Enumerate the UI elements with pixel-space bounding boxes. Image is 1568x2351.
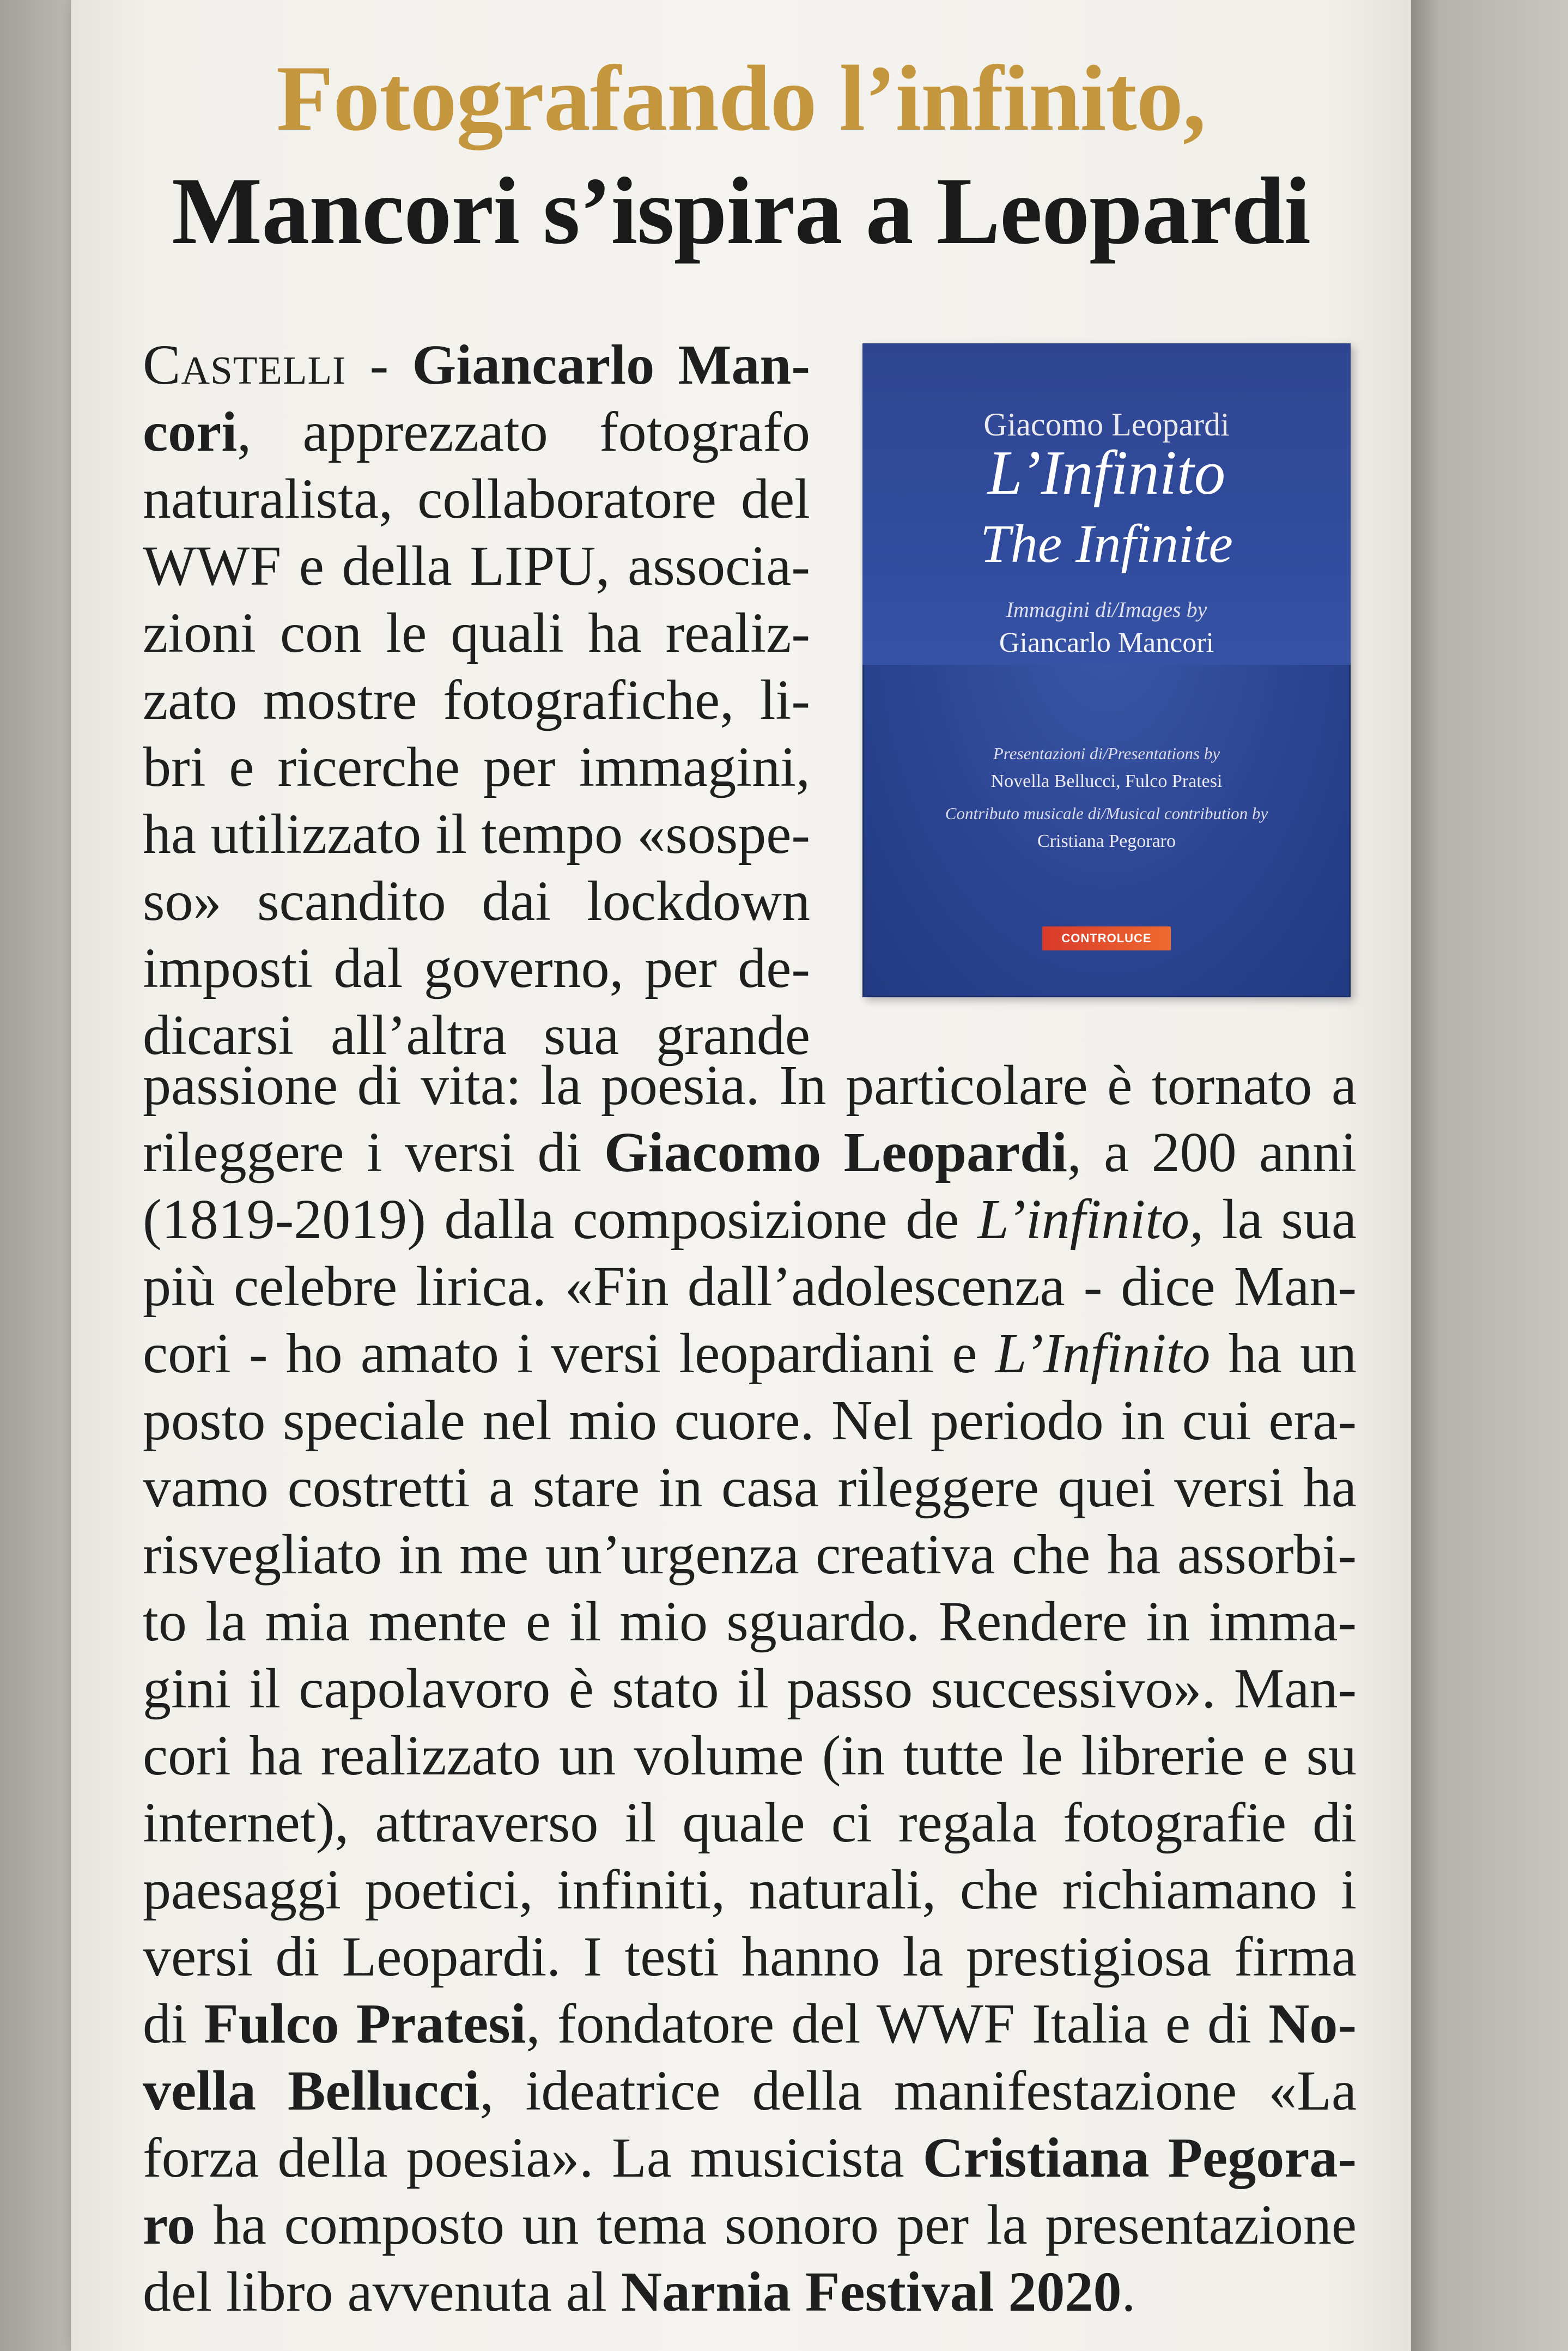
background-surface-left	[0, 0, 71, 2351]
dateline-place: Castelli	[143, 334, 347, 396]
text-line: versi di Leopardi. I testi hanno la prestigiosa firma	[143, 1925, 1357, 1988]
text-line: zato mostre fotografiche, li-	[143, 669, 810, 731]
text-line: cori, apprezzato fotografo	[143, 401, 810, 463]
subject-name: Giancarlo Man-	[412, 334, 810, 396]
article-text-narrow	[143, 331, 810, 1069]
text-line: zioni con le quali ha realiz-	[143, 602, 810, 664]
text-line: imposti dal governo, per de-	[143, 937, 810, 999]
cover-presentations-label: Presentazioni di/Presentations by	[993, 744, 1220, 763]
cover-musician: Cristiana Pegoraro	[1037, 831, 1176, 851]
text-line: (1819-2019) dalla composizione de L’infinito, la sua	[143, 1188, 1357, 1251]
text-line: del libro avvenuta al Narnia Festival 2020.	[143, 2261, 1136, 2323]
text-line: dicarsi all’altra sua grande	[143, 1004, 810, 1067]
publisher-logo	[1042, 926, 1171, 950]
headline-kicker: Fotografando l’infinito,	[276, 47, 1206, 150]
text-line: so» scandito dai lockdown	[143, 870, 810, 932]
text-line: ro ha composto un tema sonoro per la presentazione	[143, 2194, 1357, 2256]
cover-photographer: Giancarlo Mancori	[999, 627, 1214, 658]
text-line: forza della poesia». La musicista Cristiana Pegora-	[143, 2126, 1357, 2189]
cover-music-label: Contributo musicale di/Musical contribution by	[945, 804, 1268, 823]
cover-title: L’Infinito	[987, 438, 1226, 507]
cover-author: Giacomo Leopardi	[983, 407, 1230, 443]
text-line: passione di vita: la poesia. In particolare è tornato a	[143, 1054, 1357, 1117]
text-line: Castelli - Giancarlo Man-	[143, 334, 810, 396]
text-line: to la mia mente e il mio sguardo. Rendere in imma-	[143, 1590, 1357, 1653]
text-line: internet), attraverso il quale ci regala fotografie di	[143, 1791, 1357, 1854]
headline-title: Mancori s’ispira a Leopardi	[172, 158, 1310, 264]
text-line: bri e ricerche per immagini,	[143, 736, 810, 798]
text-line: cori ha realizzato un volume (in tutte le librerie e su	[143, 1724, 1357, 1787]
text-line: più celebre lirica. «Fin dall’adolescenza - dice Man-	[143, 1255, 1357, 1318]
publisher-logo-text: CONTROLUCE	[1061, 931, 1152, 945]
text-line: ha utilizzato il tempo «sospe-	[143, 803, 810, 865]
cover-images-by-label: Immagini di/Images by	[1006, 597, 1207, 622]
text-line: posto speciale nel mio cuore. Nel periodo in cui era-	[143, 1389, 1357, 1452]
text-line: vamo costretti a stare in casa rileggere quei versi ha	[143, 1456, 1357, 1519]
cover-presenters: Novella Bellucci, Fulco Pratesi	[990, 771, 1223, 791]
article-text-wide	[143, 1052, 1357, 2325]
text-line: di Fulco Pratesi, fondatore del WWF Italia e di No-	[143, 1992, 1357, 2055]
text-line: paesaggi poetici, infiniti, naturali, che richiamano i	[143, 1858, 1357, 1921]
book-cover-image	[862, 343, 1351, 997]
background-surface-right	[1411, 0, 1568, 2351]
text-line: rileggere i versi di Giacomo Leopardi, a 200 anni	[143, 1121, 1357, 1184]
text-line: gini il capolavoro è stato il passo successivo». Man-	[143, 1657, 1357, 1720]
text-line: cori - ho amato i versi leopardiani e L’Infinito ha un	[143, 1322, 1357, 1385]
cover-title-english: The Infinite	[980, 513, 1233, 574]
text-line: vella Bellucci, ideatrice della manifestazione «La	[143, 2059, 1357, 2122]
text-line: WWF e della LIPU, associa-	[143, 535, 810, 597]
text-line: naturalista, collaboratore del	[143, 468, 810, 530]
text-line: risvegliato in me un’urgenza creativa che ha assorbi-	[143, 1523, 1357, 1586]
